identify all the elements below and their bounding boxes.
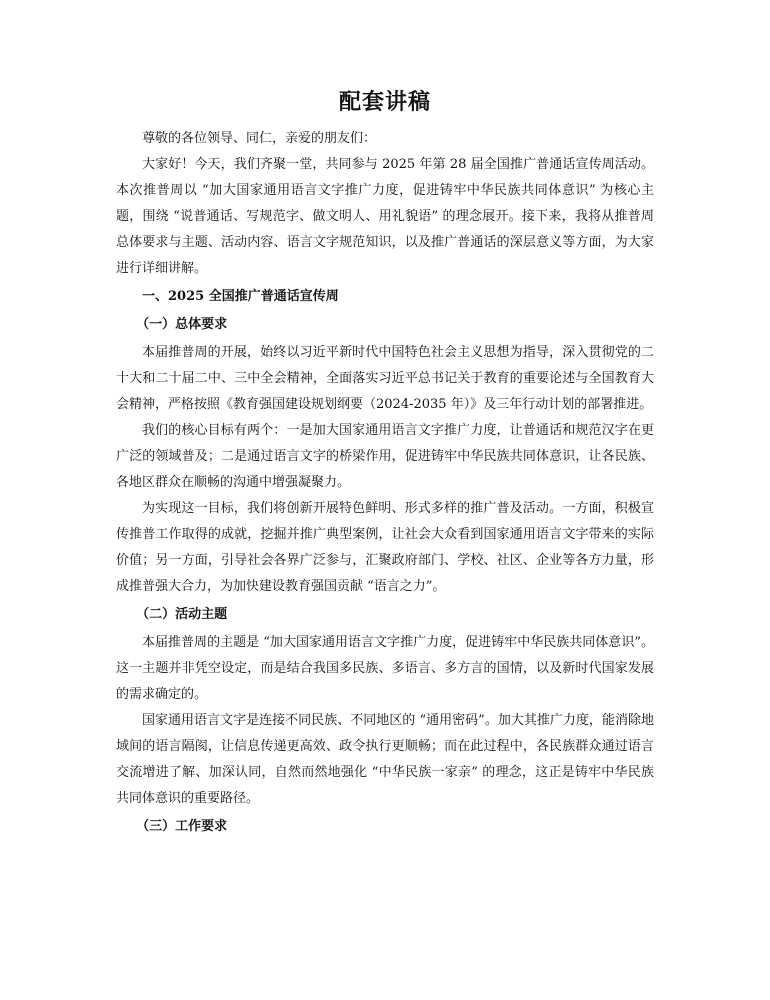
paragraph: 本届推普周的开展，始终以习近平新时代中国特色社会主义思想为指导，深入贯彻党的二十大和二十届二中、三中全会精神，全面落实习近平总书记关于教育的重要论述与全国教育大会精神，严格按照《教育强国建设规划纲要（2024-2035 年）》及三年行动计划的部署推进。 <box>116 345 654 412</box>
paragraph: 为实现这一目标，我们将创新开展特色鲜明、形式多样的推广普及活动。一方面，积极宣传推普工作取得的成就，挖掘并推广典型案例，让社会大众看到国家通用语言文字带来的实际价值；另一方面，引导社会各界广泛参与，汇聚政府部门、学校、社区、企业等各方力量，形成推普强大合力，为加快建设教育强国贡献 “语言之力”。 <box>116 501 654 594</box>
section-heading-1: 一、2025 全国推广普通话宣传周 <box>142 289 339 304</box>
subsection-heading-work-requirements: （三）工作要求 <box>136 819 228 834</box>
subsection-heading-general-requirements: （一）总体要求 <box>136 317 228 332</box>
paragraph: 本届推普周的主题是 “加大国家通用语言文字推广力度，促进铸牢中华民族共同体意识”。这一主题并非凭空设定，而是结合我国多民族、多语言、多方言的国情，以及新时代国家发展的需求确定的。 <box>116 635 654 702</box>
paragraph: 国家通用语言文字是连接不同民族、不同地区的 “通用密码”。加大其推广力度，能消除地域间的语言隔阂，让信息传递更高效、政令执行更顺畅；而在此过程中，各民族群众通过语言交流增进了解、加深认同，自然而然地强化 “中华民族一家亲” 的理念，这正是铸牢中华民族共同体意识的重要路径。 <box>116 713 654 806</box>
page-title: 配套讲稿 <box>338 89 431 115</box>
salutation: 尊敬的各位领导、同仁，亲爱的朋友们： <box>142 131 377 146</box>
subsection-heading-activity-theme: （二）活动主题 <box>136 607 228 622</box>
intro-paragraph: 大家好！今天，我们齐聚一堂，共同参与 2025 年第 28 届全国推广普通话宣传周活动。本次推普周以 “加大国家通用语言文字推广力度，促进铸牢中华民族共同体意识” 为核心主题，围绕 “说普通话、写规范字、做文明人、用礼貌语” 的理念展开。接下来，我将从推普周总体要求与主题、活动内容、语言文字规范知识，以及推广普通话的深层意义等方面，为大家进行详细讲解。 <box>116 157 654 276</box>
paragraph: 我们的核心目标有两个：一是加大国家通用语言文字推广力度，让普通话和规范汉字在更广泛的领域普及；二是通过语言文字的桥梁作用，促进铸牢中华民族共同体意识，让各民族、各地区群众在顺畅的沟通中增强凝聚力。 <box>116 423 654 490</box>
